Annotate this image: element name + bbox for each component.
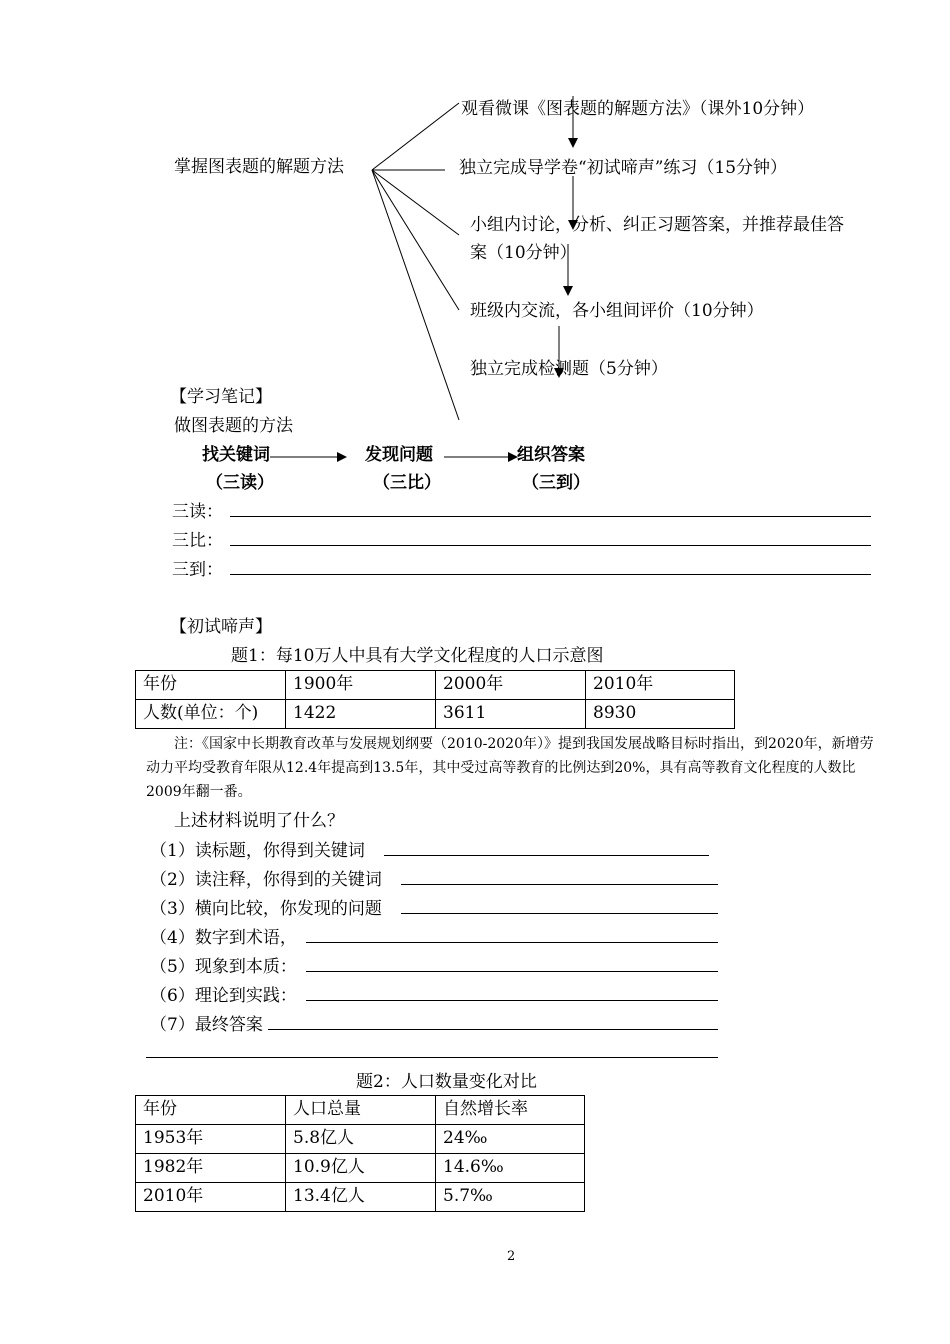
flow-step-4: 班级内交流，各小组间评价（10分钟）: [470, 301, 764, 321]
q1-item-7: （7）最终答案: [150, 1015, 263, 1035]
q1-item-2: （2）读注释，你得到的关键词: [150, 870, 382, 890]
q1-item-6: （6）理论到实践：: [150, 986, 297, 1006]
table-cell: 2000年: [436, 671, 586, 700]
table-cell: 年份: [136, 671, 286, 700]
answer-line-q1-3[interactable]: [401, 913, 718, 914]
table-row: [136, 1096, 585, 1125]
branch-line-4: [372, 170, 459, 310]
answer-line-q1-7b[interactable]: [146, 1057, 718, 1058]
flow-step-5: 独立完成检测题（5分钟）: [470, 359, 668, 379]
method-title-1: 找关键词: [202, 445, 270, 465]
q2-table: [135, 1095, 585, 1212]
q1-title: 题1：每10万人中具有大学文化程度的人口示意图: [231, 646, 604, 666]
method-sub-1: （三读）: [206, 473, 274, 493]
method-title-2: 发现问题: [365, 445, 433, 465]
flow-step-3: 小组内讨论，分析、纠正习题答案，并推荐最佳答: [470, 215, 844, 235]
table-cell: 自然增长率: [436, 1096, 585, 1125]
table-cell: 1953年: [136, 1125, 286, 1154]
page-number: 2: [507, 1249, 516, 1264]
table-row: [136, 700, 735, 729]
table-row: [136, 1183, 585, 1212]
blank-label-sandu: 三读：: [172, 502, 223, 522]
flow-root: 掌握图表题的解题方法: [174, 157, 344, 177]
answer-line-q1-1[interactable]: [384, 855, 709, 856]
branch-line-5: [372, 170, 459, 420]
flow-step-2: 独立完成导学卷“初试啼声”练习（15分钟）: [459, 158, 788, 178]
q2-title: 题2：人口数量变化对比: [356, 1072, 537, 1092]
table-cell: 8930: [586, 700, 735, 729]
q1-table: [135, 670, 735, 729]
table-cell: 人口总量: [286, 1096, 436, 1125]
blank-label-sanbi: 三比：: [172, 531, 223, 551]
answer-line-sandao[interactable]: [230, 574, 871, 575]
table-row: [136, 671, 735, 700]
table-cell: 10.9亿人: [286, 1154, 436, 1183]
q1-item-5: （5）现象到本质：: [150, 957, 297, 977]
q1-question: 上述材料说明了什么？: [174, 811, 344, 831]
answer-line-q1-6[interactable]: [306, 1000, 718, 1001]
flow-step-3-cont: 案（10分钟）: [470, 243, 577, 263]
answer-line-sanbi[interactable]: [230, 545, 871, 546]
table-cell: 人数(单位：个): [136, 700, 286, 729]
table-cell: 13.4亿人: [286, 1183, 436, 1212]
q1-item-3: （3）横向比较，你发现的问题: [150, 899, 382, 919]
answer-line-q1-5[interactable]: [306, 971, 718, 972]
flow-step-1: 观看微课《图表题的解题方法》（课外10分钟）: [461, 99, 815, 119]
table-cell: 5.8亿人: [286, 1125, 436, 1154]
table-cell: 14.6‰: [436, 1154, 585, 1183]
answer-line-q1-2[interactable]: [401, 884, 718, 885]
answer-line-q1-4[interactable]: [306, 942, 718, 943]
branch-line-1: [372, 103, 459, 170]
table-row: [136, 1125, 585, 1154]
table-cell: 24‰: [436, 1125, 585, 1154]
table-cell: 1422: [286, 700, 436, 729]
table-cell: 2010年: [136, 1183, 286, 1212]
table-cell: 5.7‰: [436, 1183, 585, 1212]
method-sub-3: （三到）: [522, 473, 590, 493]
table-row: [136, 1154, 585, 1183]
table-cell: 1900年: [286, 671, 436, 700]
notes-subtitle: 做图表题的方法: [174, 416, 293, 436]
table-cell: 年份: [136, 1096, 286, 1125]
q1-item-1: （1）读标题，你得到关键词: [150, 841, 365, 861]
answer-line-q1-7[interactable]: [268, 1029, 718, 1030]
blank-label-sandao: 三到：: [172, 560, 223, 580]
answer-line-sandu[interactable]: [230, 516, 871, 517]
notes-heading: 【学习笔记】: [170, 387, 272, 407]
practice-heading: 【初试啼声】: [170, 617, 272, 637]
table-cell: 2010年: [586, 671, 735, 700]
q1-note: 注：《国家中长期教育改革与发展规划纲要（2010-2020年）》提到我国发展战略目标时指出，到2020年，新增劳动力平均受教育年限从12.4年提高到13.5年，其中受过高等教育的比例达到20%，具有高等教育文化程度的人数比2009年翻一番。: [146, 736, 874, 800]
table-cell: 3611: [436, 700, 586, 729]
q1-item-4: （4）数字到术语，: [150, 928, 297, 948]
table-cell: 1982年: [136, 1154, 286, 1183]
method-title-3: 组织答案: [517, 445, 585, 465]
branch-line-3: [372, 170, 459, 235]
method-sub-2: （三比）: [373, 473, 441, 493]
